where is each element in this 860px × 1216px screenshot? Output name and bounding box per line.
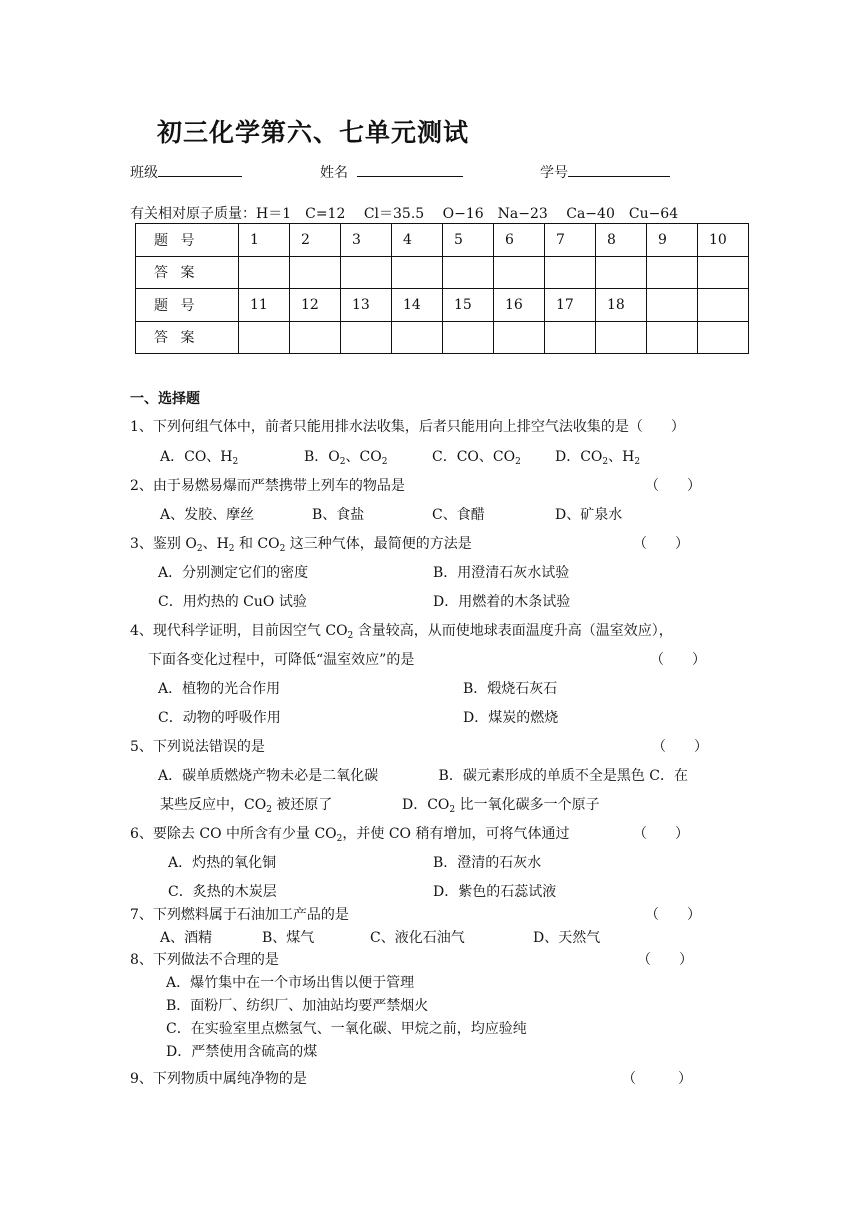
name-label: 姓名: [320, 165, 348, 181]
q6-option-c: C．炙热的木炭层: [168, 884, 277, 900]
q3-option-b: B．用澄清石灰水试验: [433, 565, 570, 581]
q8-option-d: D．严禁使用含硫高的煤: [166, 1044, 318, 1060]
answer-cell[interactable]: [290, 256, 341, 289]
answer-cell[interactable]: [647, 256, 698, 289]
table-row: [136, 321, 749, 354]
question-number: 10: [698, 224, 749, 257]
q4-option-b: B．煅烧石灰石: [463, 681, 558, 697]
q7-option-c: C、液化石油气: [370, 930, 465, 946]
q3-option-c: C．用灼热的 CuO 试验: [158, 594, 307, 610]
answer-cell[interactable]: [392, 321, 443, 354]
q6-option-d: D．紫色的石蕊试液: [433, 884, 557, 900]
q2-option-c: C、食醋: [432, 507, 485, 523]
q7-paren: （ ）: [645, 907, 701, 923]
section-title: 一、选择题: [130, 391, 200, 407]
number-label: 学号: [540, 165, 568, 181]
question-number: 11: [239, 289, 290, 322]
answer-cell[interactable]: [698, 256, 749, 289]
q3-option-d: D．用燃着的木条试验: [433, 594, 571, 610]
q5-option-d: D．$CO_2$ 比一氧化碳多一个原子: [402, 797, 600, 815]
question-header: 题 号: [136, 224, 239, 257]
question-number: 3: [341, 224, 392, 257]
answer-cell[interactable]: [239, 256, 290, 289]
question-number: 15: [443, 289, 494, 322]
answer-cell[interactable]: [239, 321, 290, 354]
answer-cell[interactable]: [494, 256, 545, 289]
question-number: 4: [392, 224, 443, 257]
answer-cell[interactable]: [443, 256, 494, 289]
q1-option-b: B．$O_2$、$CO_2$: [304, 449, 388, 467]
answer-cell[interactable]: [647, 321, 698, 354]
q1-option-a: A．CO、$H_2$: [160, 449, 239, 467]
name-field: [320, 162, 463, 182]
number-blank[interactable]: [568, 162, 670, 177]
q6-paren: （ ）: [633, 826, 689, 842]
page-title: 初三化学第六、七单元测试: [157, 118, 470, 147]
question-number: [698, 289, 749, 322]
q4-stem-line2: 下面各变化过程中，可降低“温室效应”的是: [148, 652, 415, 668]
q1-option-c: C．CO、$CO_2$: [432, 449, 521, 467]
q2-stem: 2、由于易燃易爆而严禁携带上列车的物品是: [130, 478, 405, 494]
table-row: [136, 256, 749, 289]
q7-option-a: A、酒精: [160, 930, 213, 946]
q8-stem: 8、下列做法不合理的是: [130, 952, 279, 968]
answer-cell[interactable]: [494, 321, 545, 354]
q4-option-a: A．植物的光合作用: [158, 681, 281, 697]
q5-option-c: 某些反应中，$CO_2$ 被还原了: [160, 797, 333, 815]
q4-option-d: D．煤炭的燃烧: [463, 710, 559, 726]
answer-cell[interactable]: [392, 256, 443, 289]
atomic-masses: 有关相对原子质量：H＝1 C=12 Cl＝35.5 O−16 Na−23 Ca−40 Cu−64: [130, 206, 679, 222]
question-number: 8: [596, 224, 647, 257]
q7-option-b: B、煤气: [262, 930, 315, 946]
question-number: 7: [545, 224, 596, 257]
q4-option-c: C．动物的呼吸作用: [158, 710, 281, 726]
question-header: 题 号: [136, 289, 239, 322]
question-number: 13: [341, 289, 392, 322]
q2-option-d: D、矿泉水: [555, 507, 623, 523]
q8-option-a: A．爆竹集中在一个市场出售以便于管理: [166, 975, 415, 991]
q3-option-a: A．分别测定它们的密度: [158, 565, 309, 581]
answer-cell[interactable]: [443, 321, 494, 354]
question-number: [647, 289, 698, 322]
q5-options-line1: A．碳单质燃烧产物未必是二氧化碳 B．碳元素形成的单质不全是黑色 C．在: [158, 768, 689, 784]
q4-paren: （ ）: [650, 652, 706, 668]
class-field: [130, 162, 242, 182]
question-number: 17: [545, 289, 596, 322]
answer-table: [135, 223, 749, 354]
q1-stem: 1、下列何组气体中，前者只能用排水法收集，后者只能用向上排空气法收集的是（ ）: [130, 419, 685, 435]
answer-cell[interactable]: [545, 321, 596, 354]
table-row: [136, 289, 749, 322]
q6-option-a: A．灼热的氧化铜: [168, 855, 277, 871]
q2-option-a: A、发胶、摩丝: [160, 507, 255, 523]
q5-paren: （ ）: [652, 739, 708, 755]
question-number: 5: [443, 224, 494, 257]
number-field: [540, 162, 670, 182]
class-label: 班级: [130, 165, 158, 181]
class-blank[interactable]: [158, 162, 242, 177]
q9-stem: 9、下列物质中属纯净物的是: [130, 1071, 307, 1087]
q5-stem: 5、下列说法错误的是: [130, 739, 265, 755]
q9-paren: （ ）: [622, 1071, 692, 1087]
answer-cell[interactable]: [545, 256, 596, 289]
name-blank[interactable]: [357, 162, 463, 177]
question-number: 9: [647, 224, 698, 257]
question-number: 14: [392, 289, 443, 322]
answer-cell[interactable]: [596, 321, 647, 354]
q4-stem: 4、现代科学证明，目前因空气 $CO_2$ 含量较高，从而使地球表面温度升高（温室效应），: [130, 623, 673, 641]
question-number: 16: [494, 289, 545, 322]
q8-option-b: B．面粉厂、纺织厂、加油站均要严禁烟火: [166, 998, 429, 1014]
q3-stem: 3、鉴别 $O_2$、$H_2$ 和 $CO_2$ 这三种气体，最简便的方法是: [130, 536, 472, 554]
question-number: 1: [239, 224, 290, 257]
question-number: 2: [290, 224, 341, 257]
table-row: [136, 224, 749, 257]
q2-option-b: B、食盐: [312, 507, 365, 523]
q3-paren: （ ）: [633, 536, 689, 552]
q8-option-c: C．在实验室里点燃氢气、一氧化碳、甲烷之前，均应验纯: [166, 1021, 527, 1037]
answer-cell[interactable]: [698, 321, 749, 354]
answer-header: 答 案: [136, 256, 239, 289]
answer-header: 答 案: [136, 321, 239, 354]
answer-cell[interactable]: [290, 321, 341, 354]
answer-cell[interactable]: [596, 256, 647, 289]
q2-paren: （ ）: [645, 478, 701, 494]
answer-cell[interactable]: [341, 321, 392, 354]
question-number: 12: [290, 289, 341, 322]
question-number: 18: [596, 289, 647, 322]
question-number: 6: [494, 224, 545, 257]
q6-stem: 6、要除去 CO 中所含有少量 $CO_2$，并使 CO 稍有增加，可将气体通过: [130, 826, 570, 844]
answer-cell[interactable]: [341, 256, 392, 289]
q8-paren: （ ）: [637, 952, 693, 968]
q1-option-d: D．$CO_2$、$H_2$: [555, 449, 641, 467]
q7-option-d: D、天然气: [533, 930, 601, 946]
q6-option-b: B．澄清的石灰水: [433, 855, 542, 871]
q7-stem: 7、下列燃料属于石油加工产品的是: [130, 907, 349, 923]
